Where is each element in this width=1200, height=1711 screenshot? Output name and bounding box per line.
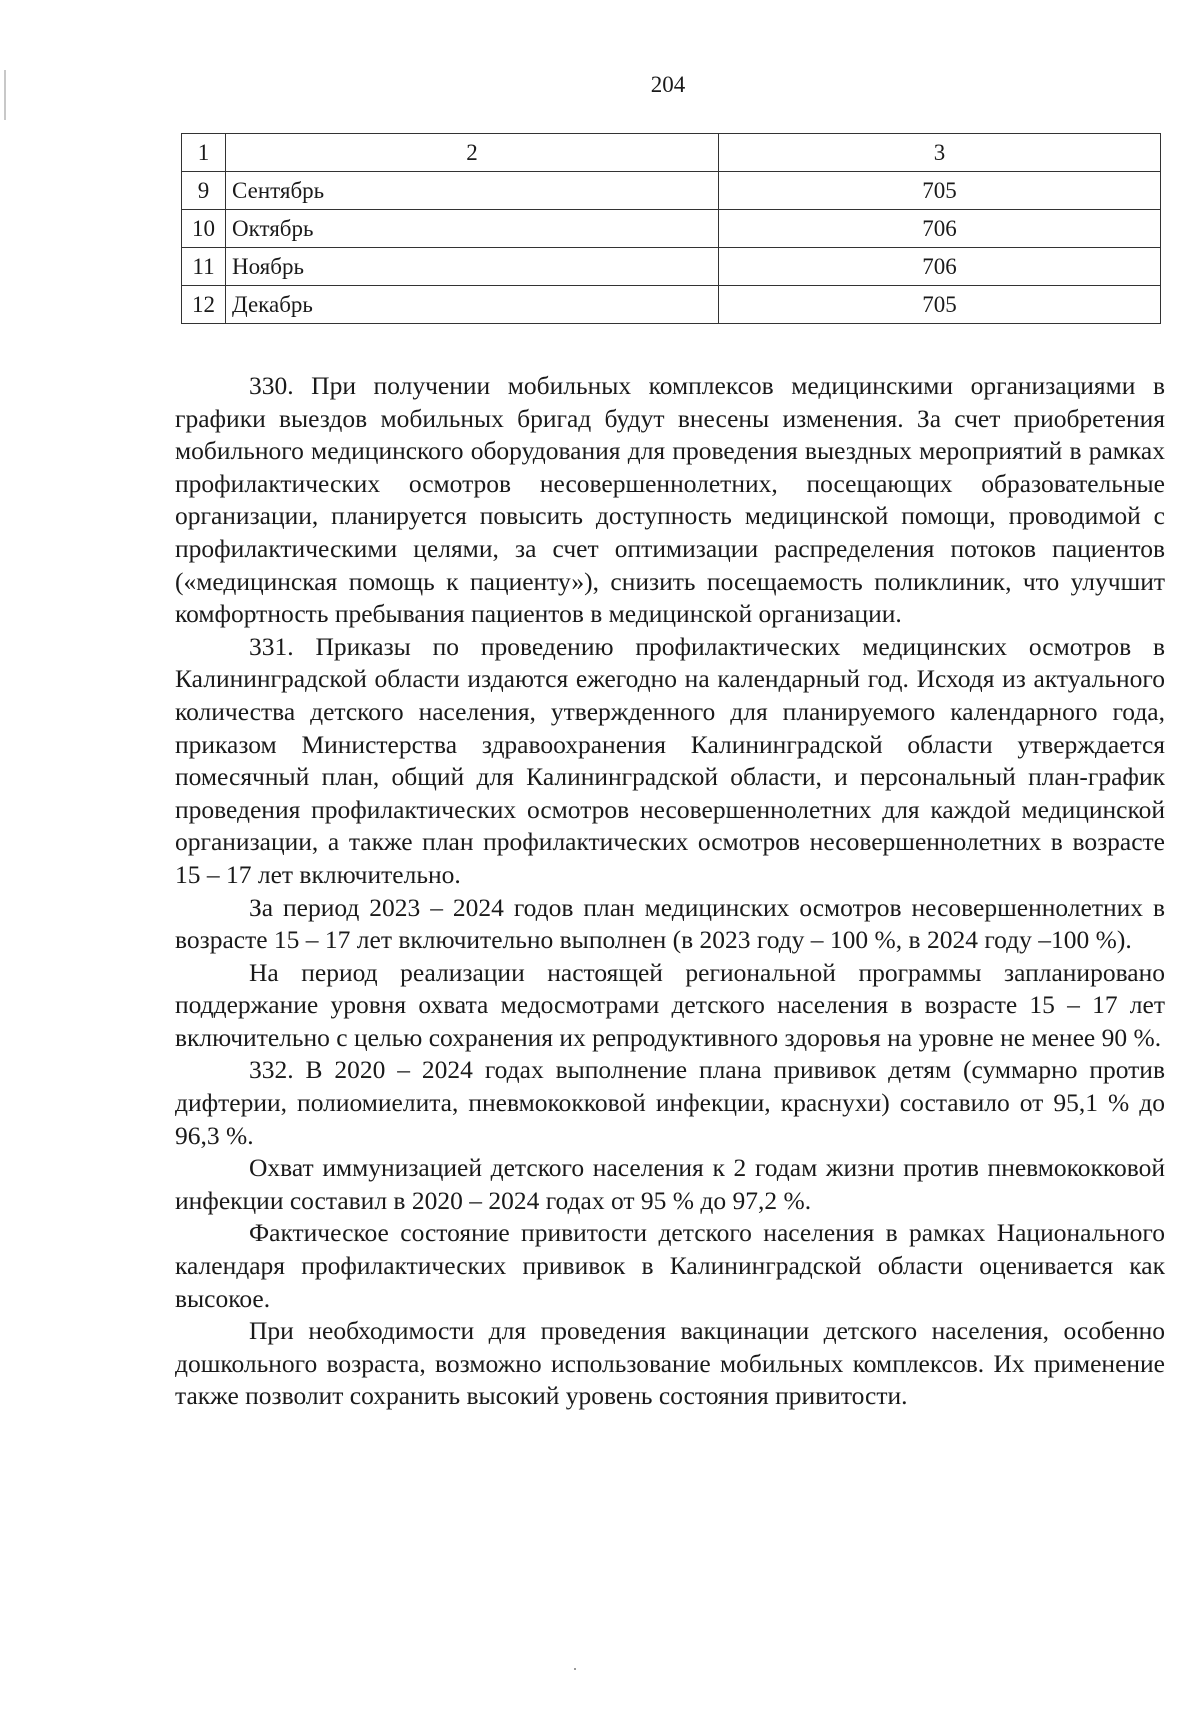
month-name: Декабрь [226,286,719,324]
paragraph-mobile-complexes: При необходимости для проведения вакцинации детского населения, особенно дошкольного возраста, возможно использование мобильных комплексов. Их применение также позволит сохранить высокий уровень состояния привитости. [175,1316,1165,1411]
paragraph-immunization-coverage: Охват иммунизацией детского населения к 2 годам жизни против пневмококковой инфекции составил в 2020 – 2024 годах от 95 % до 97,2 %. [175,1153,1165,1215]
row-number: 12 [182,286,226,324]
paragraph-plan-2023-2024: За период 2023 – 2024 годов план медицинских осмотров несовершеннолетних в возрасте 15 – 17 лет включительно выполнен (в 2023 году – 100 %, в 2024 году –100 %). [175,892,1165,955]
table-row [182,248,1161,286]
table-header-cell: 1 [182,134,226,172]
month-name: Ноябрь [226,248,719,286]
month-value: 706 [719,210,1161,248]
paragraph-vaccination-status: Фактическое состояние привитости детского населения в рамках Национального календаря профилактических прививок в Калининградской области оценивается как высокое. [175,1218,1165,1313]
row-number: 11 [182,248,226,286]
month-name: Сентябрь [226,172,719,210]
paragraph-331: 331. Приказы по проведению профилактических медицинских осмотров в Калининградской области издаются ежегодно на календарный год. Исходя из актуального количества детского населения, утвержденного для планируемого календарного года, приказом Министерства здравоохранения Калининградской области утверждается помесячный план, общий для Калининградской области, и персональный план-график проведения профилактических осмотров несовершеннолетних для каждой медицинской организации, а также план профилактических осмотров несовершеннолетних в возрасте 15 – 17 лет включительно. [175,631,1165,889]
table-header-row [182,134,1161,172]
page-number: 204 [650,72,686,97]
month-value: 705 [719,172,1161,210]
monthly-plan-table [181,133,1161,324]
paragraph-330: 330. При получении мобильных комплексов медицинскими организациями в графики выездов мобильных бригад будут внесены изменения. За счет приобретения мобильного медицинского оборудования для проведения выездных мероприятий в рамках профилактических осмотров несовершеннолетних, посещающих образовательные организации, планируется повысить доступность медицинской помощи, проводимой с профилактическими целями, за счет оптимизации распределения потоков пациентов («медицинская помощь к пациенту»), снизить посещаемость поликлиник, что улучшит комфортность пребывания пациентов в медицинской организации. [175,371,1165,629]
scan-artifact-dot [574,1668,576,1670]
paragraph-program-target: На период реализации настоящей региональной программы запланировано поддержание уровня охвата медосмотрами детского населения в возрасте 15 – 17 лет включительно с целью сохранения их репродуктивного здоровья на уровне не менее 90 %. [175,957,1165,1052]
table-header-cell: 2 [226,134,719,172]
month-name: Октябрь [226,210,719,248]
table-row [182,172,1161,210]
table-row [182,286,1161,324]
scan-edge-mark [4,70,6,120]
month-value: 705 [719,286,1161,324]
row-number: 10 [182,210,226,248]
month-value: 706 [719,248,1161,286]
document-body [175,370,1165,1413]
row-number: 9 [182,172,226,210]
table-header-cell: 3 [719,134,1161,172]
paragraph-332: 332. В 2020 – 2024 годах выполнение плана прививок детям (суммарно против дифтерии, полиомиелита, пневмококковой инфекции, краснухи) составило от 95,1 % до 96,3 %. [175,1055,1165,1150]
table-row [182,210,1161,248]
